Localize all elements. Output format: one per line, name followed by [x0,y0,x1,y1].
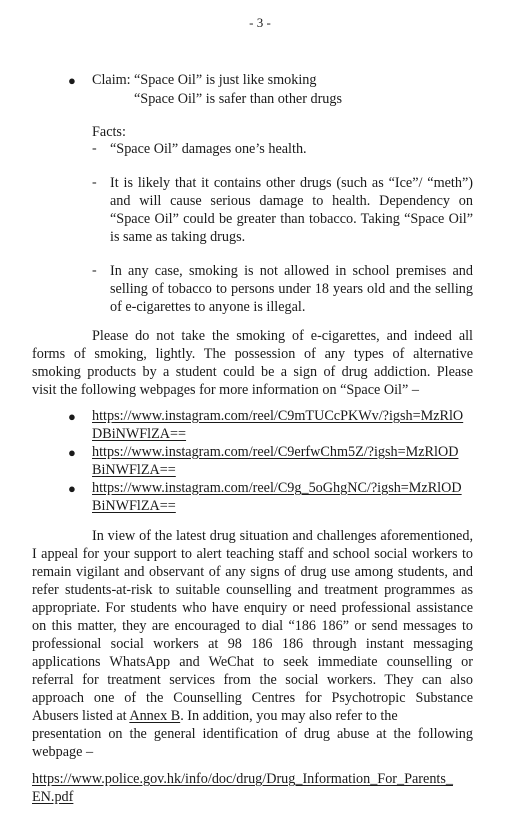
instagram-link-3-cont[interactable]: BiNWFlZA== [92,498,176,514]
instagram-link-2[interactable]: https://www.instagram.com/reel/C9erfwChm5Z/?igsh=MzRlOD [92,444,459,460]
bullet-icon: ● [68,409,76,424]
facts-heading: Facts: [92,124,126,140]
page-number: - 3 - [249,15,271,30]
para2-line-11-start: Abusers listed at [32,708,130,724]
para2-line-1: In view of the latest drug situation and challenges aforementioned, [92,528,473,544]
police-drug-info-link-cont[interactable]: EN.pdf [32,789,74,805]
para2-line-6: on this matter, they are encouraged to dial “186 186” or send messages to [32,618,473,634]
para2-line-11-end: . In addition, you may also refer to the [180,708,398,724]
instagram-link-1[interactable]: https://www.instagram.com/reel/C9mTUCcPKWv/?igsh=MzRlO [92,408,464,424]
bullet-icon: ● [68,445,76,460]
para2-line-2: I appeal for your support to alert teaching staff and school social workers to [32,546,473,562]
instagram-link-3[interactable]: https://www.instagram.com/reel/C9g_5oGhgNC/?igsh=MzRlOD [92,480,462,496]
police-drug-info-link[interactable]: https://www.police.gov.hk/info/doc/drug/Drug_Information_For_Parents_ [32,771,453,787]
para2-line-3: remain vigilant and observant of any signs of drug use among students, and [32,564,473,580]
dash-marker: - [92,141,97,156]
claim-line-1: “Space Oil” is just like smoking [134,72,317,88]
para2-line-4: refer students-at-risk to suitable counselling and treatment programmes as [32,582,473,598]
bullet-icon: ● [68,73,76,88]
fact-2-line-3: “Space Oil” could be greater than tobacco. Taking “Space Oil” [110,211,473,227]
para1-line-1: Please do not take the smoking of e-cigarettes, and indeed all [92,328,473,344]
fact-1-line-1: “Space Oil” damages one’s health. [110,141,307,157]
para2-line-7: professional social workers at 98 186 186 through instant messaging [32,636,473,652]
dash-marker: - [92,263,97,278]
para2-line-5: appropriate. For students who have enquiry or need professional assistance [32,600,473,616]
claim-label: Claim: [92,72,131,88]
instagram-link-2-cont[interactable]: BiNWFlZA== [92,462,176,478]
para2-line-8: applications WhatsApp and WeChat to seek immediate counselling or [32,654,473,670]
para2-line-12: presentation on the general identification of drug abuse at the following [32,726,473,742]
fact-3-line-3: of e-cigarettes to anyone is illegal. [110,299,306,315]
annex-b-link[interactable]: Annex B [129,708,181,724]
instagram-link-1-cont[interactable]: DBiNWFlZA== [92,426,187,442]
fact-2-line-4: is same as taking drugs. [110,229,246,245]
fact-3-line-1: In any case, smoking is not allowed in school premises and [110,263,473,279]
dash-marker: - [92,175,97,190]
fact-3-line-2: selling of tobacco to persons under 18 years old and the selling [110,281,473,297]
para2-line-13: webpage – [32,744,94,760]
para2-line-9: referral for treatment services from the social workers. They can also [32,672,473,688]
para1-line-4: visit the following webpages for more information on “Space Oil” – [32,382,419,398]
para1-line-2: forms of smoking, lightly. The possession of any types of alternative [32,346,473,362]
fact-2-line-1: It is likely that it contains other drugs (such as “Ice”/ “meth”) [110,175,473,191]
para2-line-10: approach one of the Counselling Centres for Psychotropic Substance [32,690,473,706]
claim-line-2: “Space Oil” is safer than other drugs [134,91,343,107]
para2-line-11 [32,707,398,725]
bullet-icon: ● [68,481,76,496]
fact-2-line-2: and will cause serious damage to health. Dependency on [110,193,473,209]
para1-line-3: smoking products by a student could be a sign of drug addiction. Please [32,364,473,380]
